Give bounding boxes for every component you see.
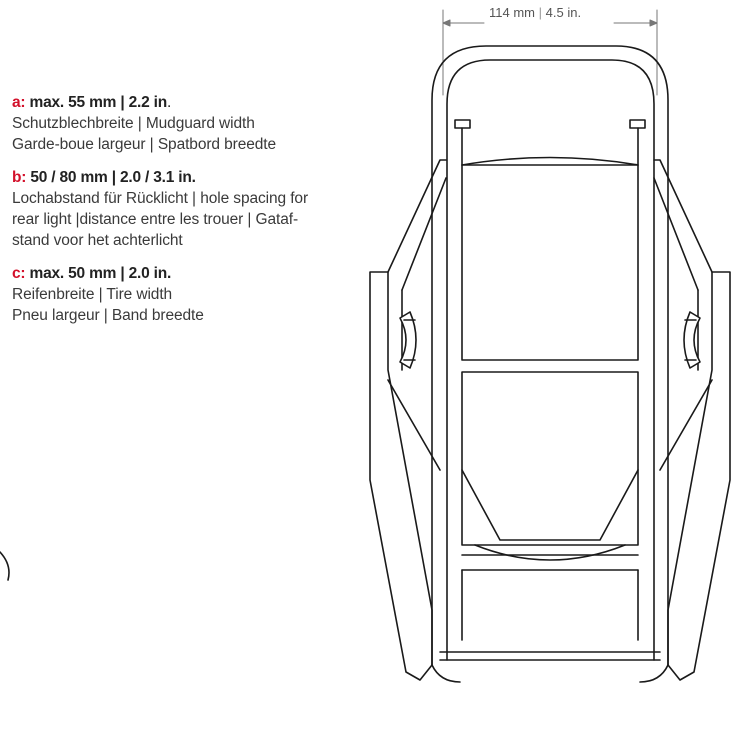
bottom-crossbars xyxy=(440,652,660,660)
dimension-separator: | xyxy=(538,5,543,20)
lamp-body xyxy=(462,470,638,640)
right-side-strut xyxy=(654,160,730,680)
spec-b-value: 50 / 80 mm | 2.0 / 3.1 in. xyxy=(30,169,196,186)
inner-platform xyxy=(455,120,645,545)
left-side-strut xyxy=(370,160,446,680)
spec-a-line-2: Garde-boue largeur | Spatbord breedte xyxy=(12,136,277,153)
width-dimension-line xyxy=(443,10,657,95)
spec-a-value: max. 55 mm | 2.2 in xyxy=(29,94,168,111)
spec-c-line-1: Reifenbreite | Tire width xyxy=(12,286,173,303)
spec-a-trail: . xyxy=(167,94,172,111)
spec-c-letter: c: xyxy=(12,265,26,282)
dimension-metric: 114 mm xyxy=(489,5,535,20)
spec-a-letter: a: xyxy=(12,94,26,111)
spec-b-line-2: rear light |distance entre les trouer | Gataf- xyxy=(12,211,299,228)
spec-b-letter: b: xyxy=(12,169,27,186)
outer-tube-frame xyxy=(432,46,668,682)
edge-fragment xyxy=(0,552,9,580)
spec-b-line-3: stand voor het achterlicht xyxy=(12,232,183,249)
spec-c-line-2: Pneu largeur | Band breedte xyxy=(12,307,204,324)
spec-c-value: max. 50 mm | 2.0 in. xyxy=(29,265,172,282)
spec-a-line-1: Schutzblechbreite | Mudguard width xyxy=(12,115,255,132)
spec-b-line-1: Lochabstand für Rücklicht | hole spacing for xyxy=(12,190,309,207)
dimension-imperial: 4.5 in. xyxy=(545,5,582,20)
